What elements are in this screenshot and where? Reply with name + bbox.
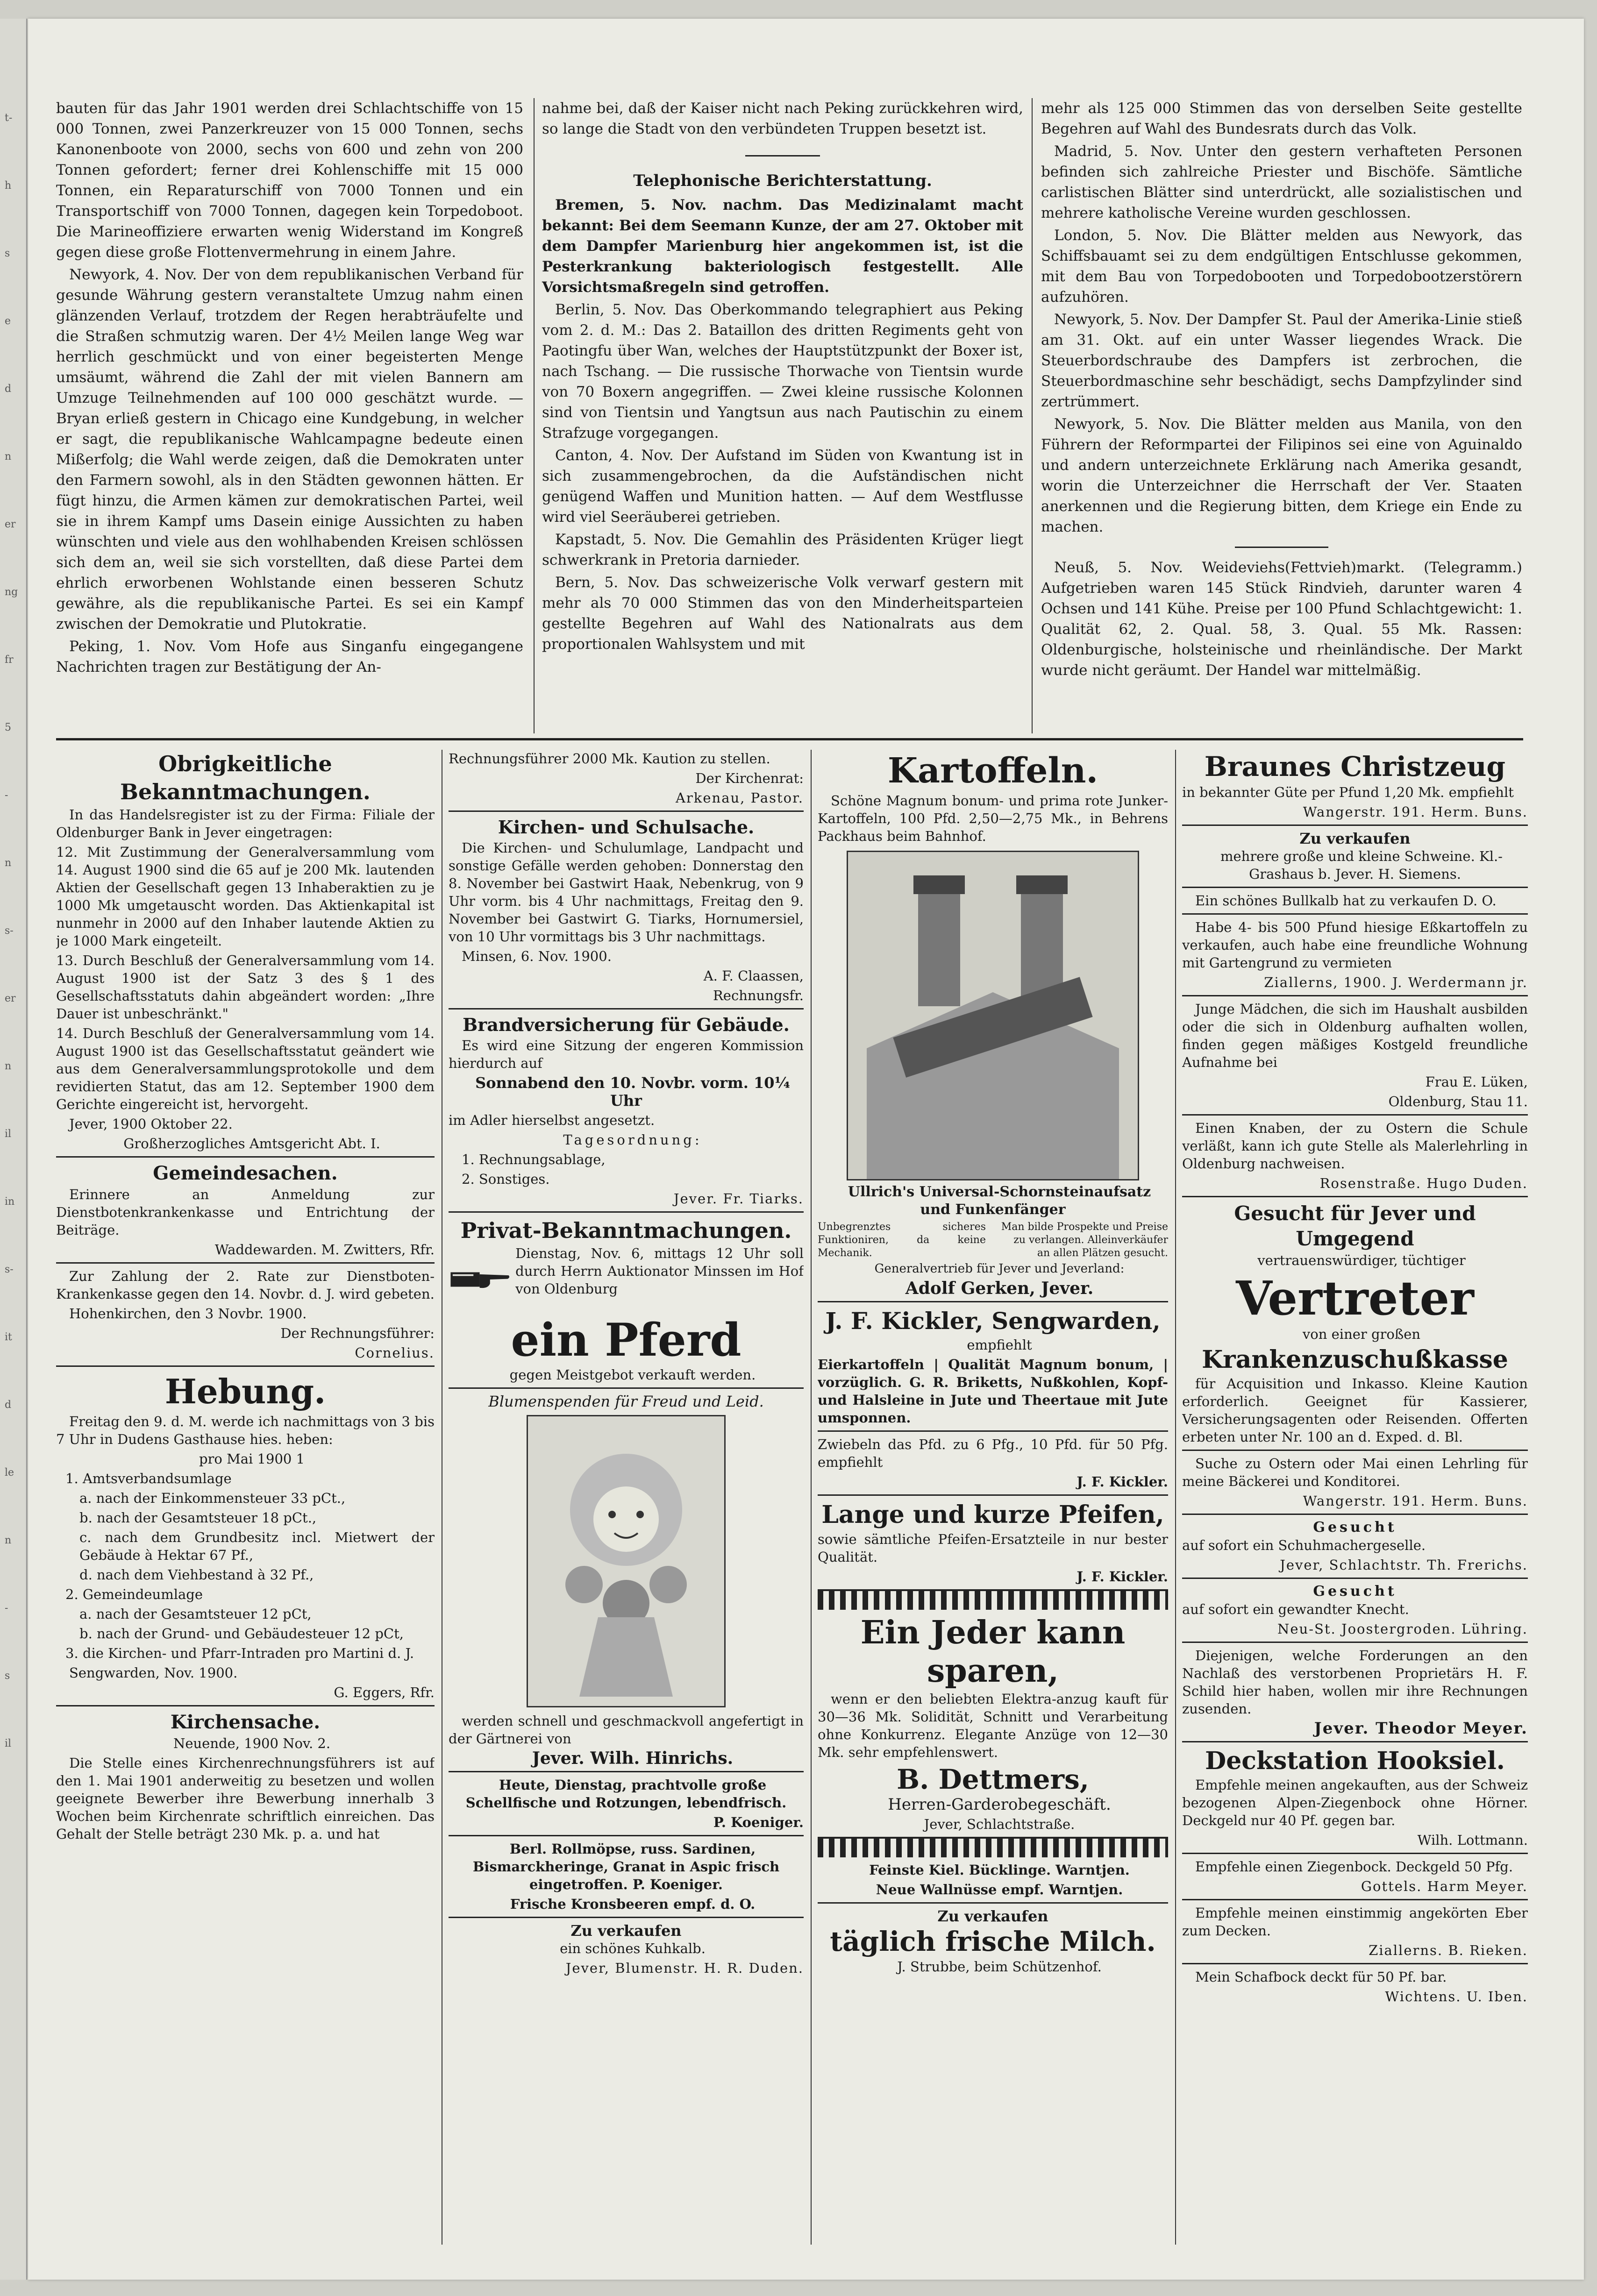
section-rule xyxy=(56,738,1523,740)
ornamental-border xyxy=(818,1837,1168,1857)
separator xyxy=(818,1301,1168,1302)
ad-signature: Wangerstr. 191. Herm. Buns. xyxy=(1303,1493,1528,1509)
separator xyxy=(1182,1578,1528,1579)
ad-list-item: 2. Gemeindeumlage xyxy=(65,1586,203,1602)
news-paragraph: Canton, 4. Nov. Der Aufstand im Süden von Kwantung ist in sich zusammengebrochen, da die Aufständischen nicht genügend Waffen und Munition hatten. — Auf dem Westflusse wird viel Seeräuberei getrieben. xyxy=(542,447,1023,526)
gutter-fragment: d xyxy=(5,1399,12,1411)
ad-text: 13. Durch Beschluß der Generalversammlung vom 14. August 1900 ist der Satz 3 des § 1 des Gesellschaftsstatuts dahin abgeändert worden: „Ihre Dauer ist unbeschränkt." xyxy=(56,953,435,1022)
ad-text: Suche zu Ostern oder Mai einen Lehrling für meine Bäckerei und Konditorei. xyxy=(1182,1456,1528,1489)
ad-signature: Oldenburg, Stau 11. xyxy=(1388,1094,1528,1109)
separator xyxy=(818,1430,1168,1432)
gutter-fragment: s- xyxy=(5,1264,14,1275)
ad-text: pro Mai 1900 1 xyxy=(199,1451,305,1467)
ad-heading: B. Dettmers, xyxy=(897,1763,1089,1795)
column-divider xyxy=(811,750,812,2245)
ad-signature: Jever. Theodor Meyer. xyxy=(1314,1719,1528,1738)
separator xyxy=(1182,1963,1528,1964)
news-paragraph: Bremen, 5. Nov. nachm. Das Medizinalamt macht bekannt: Bei dem Seemann Kunze, der am 27. Oktober mit dem Dampfer Marienburg hier angekommen ist, ist die Pesterkrankung bakteriologisch festgestellt. Alle Vorsichtsmaßregeln sind getroffen. xyxy=(542,197,1023,296)
ad-heading: Deckstation Hooksiel. xyxy=(1205,1747,1505,1775)
separator xyxy=(1182,1196,1528,1197)
ad-text: Minsen, 6. Nov. 1900. xyxy=(462,948,612,964)
ad-list-item: 2. Sonstiges. xyxy=(462,1171,550,1187)
gutter-fragment: n xyxy=(5,1060,12,1072)
separator xyxy=(1182,1853,1528,1854)
ad-text: Freitag den 9. d. M. werde ich nachmittags von 3 bis 7 Uhr in Dudens Gasthause hies. heben: xyxy=(56,1414,435,1447)
ad-signature: Der Kirchenrat: xyxy=(695,770,804,786)
ad-text: Eierkartoffeln | Qualität Magnum bonum, | vorzüglich. G. R. Briketts, Nußkohlen, Kopf- und Halsleine in Jute und Theertaue mit Jute umsponnen. xyxy=(818,1357,1168,1426)
news-paragraph: Kapstadt, 5. Nov. Die Gemahlin des Präsidenten Krüger liegt schwerkrank in Pretoria darnieder. xyxy=(542,531,1023,569)
ad-text: Empfehle einen Ziegenbock. Deckgeld 50 Pfg. xyxy=(1195,1859,1513,1875)
ad-heading: Krankenzuschußkasse xyxy=(1202,1345,1508,1374)
separator xyxy=(56,1156,435,1158)
flower-girl-illustration xyxy=(527,1415,726,1707)
section-heading: Telephonische Berichterstattung. xyxy=(633,171,932,190)
pferd-ad xyxy=(449,1244,804,1315)
ad-signature: J. F. Kickler. xyxy=(1077,1474,1168,1490)
ad-heading: Hebung. xyxy=(164,1372,326,1411)
news-paragraph: Newyork, 5. Nov. Der Dampfer St. Paul der Amerika-Linie stieß am 31. Okt. auf ein unter Wasser liegendes Wrack. Die Steuerbordschraube des Dampfers ist zerbrochen, die Steuerbordmaschine sehr beschädigt, sechs Dampfzylinder sind zertrümmert. xyxy=(1041,311,1522,410)
gutter-fragment: s xyxy=(5,1670,10,1682)
separator xyxy=(818,1494,1168,1496)
ad-signature: Jever. Fr. Tiarks. xyxy=(673,1191,804,1207)
separator xyxy=(449,1008,804,1009)
news-paragraph: London, 5. Nov. Die Blätter melden aus Newyork, das Schiffsbauamt sei zu dem endgültigen Entschlusse gekommen, mit dem Bau von Torpedobooten und Torpedobootzerstörern aufzuhören. xyxy=(1041,227,1522,306)
column-divider xyxy=(1032,98,1033,733)
column-divider xyxy=(534,98,535,733)
ad-text: 12. Mit Zustimmung der Generalversammlung vom 14. August 1900 sind die 65 auf je 200 Mk. lautenden Aktien der Gesellschaft gegen 13 Inhaberaktien zu je 1000 Mk umgetauscht worden. Das Aktienkapital ist nunmehr in 2000 auf den Inhaber lautende Aktien zu je 1000 Mark eingeteilt. xyxy=(56,844,435,949)
ad-text: vertrauenswürdiger, tüchtiger xyxy=(1257,1252,1466,1268)
gutter-fragment: e xyxy=(5,315,11,327)
ad-text: Rechnungsführer 2000 Mk. Kaution zu stellen. xyxy=(449,751,770,767)
news-paragraph: mehr als 125 000 Stimmen das von derselben Seite gestellte Begehren auf Wahl des Bundesrats durch das Volk. xyxy=(1041,100,1522,137)
ad-signature: Wilh. Lottmann. xyxy=(1417,1832,1528,1848)
ad-text: Junge Mädchen, die sich im Haushalt ausbilden oder die sich in Oldenburg aufhalten wollen, finden gegen mäßiges Kostgeld freundliche Aufnahme bei xyxy=(1182,1001,1528,1070)
ad-text: Sengwarden, Nov. 1900. xyxy=(69,1665,238,1681)
ad-heading: Gesucht für Jever und Umgegend xyxy=(1234,1202,1476,1250)
separator xyxy=(818,1902,1168,1904)
ad-heading: Kartoffeln. xyxy=(887,751,1098,791)
news-paragraph: Newyork, 5. Nov. Die Blätter melden aus Manila, von den Führern der Reformpartei der Filipinos sei eine von Aguinaldo und andern unterzeichnete Erklärung nach Amerika gesandt, worin die Unterzeichner die Herrschaft der Ver. Staaten anerkennen und die Regierung bitten, dem Kriege ein Ende zu machen. xyxy=(1041,416,1522,535)
news-paragraph: Madrid, 5. Nov. Unter den gestern verhafteten Personen befinden sich zahlreiche Priester und Bischöfe. Sämtliche carlistischen Blätter sind unterdrückt, alle sozialistischen und mehrere katholische Vereine wurden geschlossen. xyxy=(1041,143,1522,221)
ad-text: Erinnere an Anmeldung zur Dienstbotenkrankenkasse und Entrichtung der Beiträge. xyxy=(56,1187,435,1238)
short-rule xyxy=(745,155,820,156)
gutter-fragment: in xyxy=(5,1196,15,1208)
separator xyxy=(1182,1450,1528,1451)
chimney-cap-illustration xyxy=(847,851,1139,1180)
ad-list-item: 1. Rechnungsablage, xyxy=(462,1152,606,1167)
ad-text: Diejenigen, welche Forderungen an den Nachlaß des verstorbenen Proprietärs H. F. Schild hier haben, wollen mir ihre Rechnungen zusenden. xyxy=(1182,1648,1528,1717)
news-paragraph: Neuß, 5. Nov. Weideviehs(Fettvieh)markt. (Telegramm.) Aufgetrieben waren 145 Stück Rindvieh, darunter waren 4 Ochsen und 141 Kühe. Preise per 100 Pfund Schlachtgewicht: 1. Qualität 62, 2. Qual. 58, 3. Qual. 55 Mk. Rassen: Oldenburgische, holsteinische und rheinländische. Der Markt wurde nicht geräumt. Der Handel war mittelmäßig. xyxy=(1041,559,1522,679)
ad-signature: A. F. Claassen, xyxy=(703,968,804,984)
ad-list-item: 1. Amtsverbandsumlage xyxy=(65,1471,232,1486)
ad-signature: Waddewarden. M. Zwitters, Rfr. xyxy=(214,1242,435,1258)
ad-text: von einer großen xyxy=(1302,1326,1421,1342)
separator xyxy=(1182,1514,1528,1515)
ad-text: Jever, 1900 Oktober 22. xyxy=(69,1116,233,1132)
ad-caption: Unbegrenztes sicheres Funktioniren, da keine Mechanik. xyxy=(818,1221,986,1259)
ad-text: Frische Kronsbeeren empf. d. O. xyxy=(510,1896,756,1912)
ad-text: Feinste Kiel. Bücklinge. Warntjen. xyxy=(869,1862,1130,1878)
ad-list-item: b. nach der Grund- und Gebäudesteuer 12 pCt, xyxy=(79,1626,404,1642)
ad-heading: Privat-Bekanntmachungen. xyxy=(460,1218,792,1243)
ad-signature: Gottels. Harm Meyer. xyxy=(1361,1878,1528,1894)
ad-text: Berl. Rollmöpse, russ. Sardinen, Bismarckheringe, Granat in Aspic frisch eingetroffen. P. Koeniger. xyxy=(472,1841,780,1892)
ad-text: wenn er den beliebten Elektra-anzug kauft für 30—36 Mk. Solidität, Schnitt und Verarbeitung ohne Konkurrenz. Elegante Anzüge von 12—30 Mk. sehr empfehlenswert. xyxy=(818,1691,1168,1760)
ad-heading: Kirchen- und Schulsache. xyxy=(498,817,755,838)
ad-text: Die Kirchen- und Schulumlage, Landpacht und sonstige Gefälle werden gehoben: Donnerstag den 8. November bei Gastwirt Haak, Nebenkrug, von 9 Uhr vorm. bis 4 Uhr nachmittags, Freitag den 9. November bei Gastwirt G. Tiarks, Hornumersiel, von 10 Uhr vormittags bis 3 Uhr nachmittags. xyxy=(449,840,804,945)
news-column-2 xyxy=(542,98,1023,656)
gutter-fragment: - xyxy=(5,789,8,801)
news-paragraph: bauten für das Jahr 1901 werden drei Schlachtschiffe von 15 000 Tonnen, zwei Panzerkreuzer von 15 000 Tonnen, sechs Kanonenboote von 2000, sechs von 600 und zehn von 200 Tonnen gefordert; ferner drei Kohlenschiffe mit 15 000 Tonnen, ein Reparaturschiff von 7000 Tonnen und ein Transportschiff von 7000 Tonnen, dagegen kein Torpedoboot. Die Marineoffiziere erwarten wenig Widerstand im Kongreß gegen diese große Flottenvermehrung in einem Jahre. xyxy=(56,100,523,261)
ad-heading: Gemeindesachen. xyxy=(153,1162,338,1184)
ad-text: empfiehlt xyxy=(967,1337,1032,1353)
ad-text: Zwiebeln das Pfd. zu 6 Pfg., 10 Pfd. für 50 Pfg. empfiehlt xyxy=(818,1436,1168,1470)
ad-text: auf sofort ein Schuhmachergeselle. xyxy=(1182,1537,1426,1553)
separator xyxy=(449,1917,804,1918)
separator xyxy=(1182,825,1528,826)
ads-column-4 xyxy=(1182,750,1528,2273)
ad-signature: Der Rechnungsführer: xyxy=(280,1325,435,1341)
ad-heading: J. F. Kickler, Sengwarden, xyxy=(825,1307,1161,1335)
ad-list-item: a. nach der Einkommensteuer 33 pCt., xyxy=(79,1490,346,1506)
ad-signature: Wangerstr. 191. Herm. Buns. xyxy=(1303,804,1528,820)
pointing-hand-icon xyxy=(449,1244,511,1315)
gutter-fragment: s- xyxy=(5,925,14,937)
separator xyxy=(1182,1899,1528,1900)
news-paragraph: Berlin, 5. Nov. Das Oberkommando telegraphiert aus Peking vom 2. d. M.: Das 2. Bataillon des dritten Regiments geht von Paotingfu über Wan, welches der Hauptstützpunkt der Boxer ist, nach Tschang. — Die russische Thorwache von Tientsin wurde von 70 Boxern angegriffen. — Zwei kleine russische Kolonnen sind von Tientsin und Yangtsun aus nach Pautischin zu einem Strafzuge vorgegangen. xyxy=(542,301,1023,441)
ad-text: für Acquisition und Inkasso. Kleine Kaution erforderlich. Geeignet für Kassierer, Versicherungsagenten oder Reisenden. Offerten erbeten unter Nr. 100 an d. Exped. d. Bl. xyxy=(1182,1376,1528,1445)
ad-text: gegen Meistgebot verkauft werden. xyxy=(509,1367,756,1383)
separator xyxy=(1182,1642,1528,1643)
ads-column-1 xyxy=(56,750,435,2273)
ad-signature: Rosenstraße. Hugo Duden. xyxy=(1319,1175,1528,1191)
news-column-1 xyxy=(56,98,523,679)
ad-heading: Ein Jeder kann sparen, xyxy=(860,1614,1126,1690)
ornamental-border xyxy=(818,1589,1168,1610)
ad-text: Empfehle meinen einstimmig angekörten Eber zum Decken. xyxy=(1182,1905,1528,1939)
ad-signature: Rechnungsfr. xyxy=(713,988,804,1003)
chimney-image xyxy=(848,852,1138,1179)
ad-big-text: Vertreter xyxy=(1236,1271,1474,1326)
ad-heading: Gesucht xyxy=(1313,1583,1397,1599)
ad-signature: J. F. Kickler. xyxy=(1077,1569,1168,1585)
ad-text: Hohenkirchen, den 3 Novbr. 1900. xyxy=(69,1306,307,1322)
ad-text: mehrere große und kleine Schweine. Kl.-Grashaus b. Jever. H. Siemens. xyxy=(1220,848,1503,882)
separator xyxy=(56,1262,435,1264)
ad-list-item: c. nach dem Grundbesitz incl. Mietwert der Gebäude à Hektar 67 Pf., xyxy=(79,1529,435,1563)
ad-signature: P. Koeniger. xyxy=(713,1814,804,1830)
ad-text: Einen Knaben, der zu Ostern die Schule verläßt, kann ich gute Stelle als Malerlehrling in Oldenburg nachweisen. xyxy=(1182,1120,1528,1172)
gutter-fragment: s xyxy=(5,248,10,259)
separator xyxy=(56,1705,435,1706)
ad-text: im Adler hierselbst angesetzt. xyxy=(449,1112,655,1128)
ad-text: In das Handelsregister ist zu der Firma: Filiale der Oldenburger Bank in Jever eingetragen: xyxy=(56,807,435,840)
ad-text: werden schnell und geschmackvoll angefertigt in der Gärtnerei von xyxy=(449,1713,804,1747)
ad-text: Mein Schafbock deckt für 50 Pf. bar. xyxy=(1195,1969,1447,1985)
ad-signature: J. Strubbe, beim Schützenhof. xyxy=(897,1959,1102,1975)
gutter-fragment: le xyxy=(5,1467,14,1479)
ad-signature: G. Eggers, Rfr. xyxy=(334,1685,435,1700)
ad-text: Jever, Schlachtstraße. xyxy=(924,1816,1075,1832)
gutter-fragment: il xyxy=(5,1738,12,1749)
ad-text: ein schönes Kuhkalb. xyxy=(560,1941,706,1956)
ad-heading: Brandversicherung für Gebäude. xyxy=(463,1014,790,1035)
separator xyxy=(1182,913,1528,915)
gutter-fragment: er xyxy=(5,519,16,530)
ad-text: in bekannter Güte per Pfund 1,20 Mk. empfiehlt xyxy=(1182,784,1514,800)
ads-column-2 xyxy=(449,750,804,2273)
ad-signature: Adolf Gerken, Jever. xyxy=(905,1279,1094,1298)
separator xyxy=(1182,995,1528,996)
ad-signature: Jever, Schlachtstr. Th. Frerichs. xyxy=(1280,1557,1528,1573)
ad-big-text: täglich frische Milch. xyxy=(830,1926,1156,1957)
ad-text: Empfehle meinen angekauften, aus der Schweiz bezogenen Alpen-Ziegenbock ohne Hörner. Deckgeld nur 40 Pf. gegen bar. xyxy=(1182,1777,1528,1828)
ad-text: 14. Durch Beschluß der Generalversammlung vom 14. August 1900 ist das Gesellschaftsstatut geändert wie aus dem Generalversammlungsprotokolle und dem revidierten Statut, das am 12. September 1900 dem Gerichte eingereicht ist, hervorgeht. xyxy=(56,1025,435,1112)
ad-caption: Man bilde Prospekte und Preise zu verlangen. Alleinverkäufer an allen Plätzen gesucht. xyxy=(1001,1221,1168,1259)
gutter-fragment: it xyxy=(5,1331,12,1343)
separator xyxy=(449,1835,804,1836)
gutter-fragment: n xyxy=(5,451,12,462)
left-gutter xyxy=(0,19,27,2280)
ad-text: Schöne Magnum bonum- und prima rote Junker-Kartoffeln, 100 Pfd. 2,50—2,75 Mk., in Behrens Packhaus beim Bahnhof. xyxy=(818,793,1168,844)
short-rule xyxy=(1235,547,1328,548)
separator xyxy=(56,1365,435,1367)
ad-text: auf sofort ein gewandter Knecht. xyxy=(1182,1601,1409,1617)
gutter-fragment: il xyxy=(5,1128,12,1140)
ad-text: Heute, Dienstag, prachtvolle große Schellfische und Rotzungen, lebendfrisch. xyxy=(465,1777,787,1811)
separator xyxy=(449,1387,804,1389)
ad-heading: Lange und kurze Pfeifen, xyxy=(821,1500,1164,1529)
ad-text: Zur Zahlung der 2. Rate zur Dienstboten-Krankenkasse gegen den 14. Novbr. d. J. wird gebeten. xyxy=(56,1268,435,1302)
ad-signature: Frau E. Lüken, xyxy=(1425,1074,1528,1090)
gutter-fragment: n xyxy=(5,1535,12,1546)
gutter-fragment: n xyxy=(5,857,12,869)
ad-text: Tagesordnung: xyxy=(563,1132,702,1148)
gutter-fragment: er xyxy=(5,993,16,1004)
ad-text: Habe 4- bis 500 Pfund hiesige Eßkartoffeln zu verkaufen, auch habe eine freundliche Wohnung mit Gartengrund zu vermieten xyxy=(1182,919,1528,971)
gutter-fragment: fr xyxy=(5,654,14,666)
ad-heading: Obrigkeitliche Bekanntmachungen. xyxy=(120,751,371,804)
gutter-fragment: 5 xyxy=(5,722,11,733)
ad-heading: Gesucht xyxy=(1313,1519,1397,1535)
newspaper-page xyxy=(28,19,1584,2280)
ad-signature: Großherzogliches Amtsgericht Abt. I. xyxy=(123,1136,380,1152)
ad-list-item: a. nach der Gesamtsteuer 12 pCt, xyxy=(79,1606,312,1622)
separator xyxy=(1182,887,1528,888)
news-paragraph: Newyork, 4. Nov. Der von dem republikanischen Verband für gesunde Währung gestern veranstaltete Umzug nahm einen glänzenden Verlauf, trotzdem der Regen herabträufelte und die Straßen schmutzig waren. Der 4½ Meilen lange Weg war herrlich geschmückt und von einer begeisterten Menge umsäumt, während die Zahl der mit vielen Bannern am Umzuge Teilnehmenden auf 100 000 geschätzt wurde. — Bryan erließ gestern in Chicago eine Kundgebung, in welcher er sagt, die republikanische Wahlcampagne bedeute einen Mißerfolg; die Wahl werde zeigen, daß die Demokraten unter den Farmern sowohl, als in den Städten gewonnen hätten. Er fügt hinzu, die Armen kämen zur demokratischen Partei, weil sie in ihrem Kampf ums Dasein einige Aussichten zu haben wünschten und viele aus den wohlhabenden Kreisen schlössen sich dem an, weil sie sich vorstellten, daß diese Partei dem ehrlich erworbenen Wohlstande einen besseren Schutz gewähre, als die republikanische Partei. Es sei ein Kampf zwischen der Demokratie und Plutokratie. xyxy=(56,266,523,633)
ad-text: Die Stelle eines Kirchenrechnungsführers ist auf den 1. Mai 1901 anderweitig zu besetzen und wollen geeignete Bewerber ihre Bewerbung innerhalb 3 Wochen beim Kirchenrate schriftlich einreichen. Das Gehalt der Stelle beträgt 230 Mk. p. a. und hat xyxy=(56,1755,435,1842)
gutter-fragment: t- xyxy=(5,112,13,124)
ad-heading: Braunes Christzeug xyxy=(1204,751,1506,782)
ad-signature: Jever. Wilh. Hinrichs. xyxy=(532,1749,734,1768)
ad-text: Es wird eine Sitzung der engeren Kommission hierdurch auf xyxy=(449,1038,804,1071)
ad-text: Ein schönes Bullkalb hat zu verkaufen D. O. xyxy=(1195,893,1497,909)
separator xyxy=(449,810,804,812)
ad-text: Dienstag, Nov. 6, mittags 12 Uhr soll durch Herrn Auktionator Minssen im Hof von Oldenburg xyxy=(515,1245,804,1297)
ad-signature: Wichtens. U. Iben. xyxy=(1385,1989,1528,2005)
separator xyxy=(1182,1114,1528,1116)
ad-signature: Arkenau, Pastor. xyxy=(675,790,804,806)
news-paragraph: Peking, 1. Nov. Vom Hofe aus Singanfu eingegangene Nachrichten tragen zur Bestätigung der An- xyxy=(56,638,523,675)
separator xyxy=(1182,1741,1528,1742)
ads-column-3 xyxy=(818,750,1168,2273)
gutter-fragment: h xyxy=(5,180,12,192)
ad-text: sowie sämtliche Pfeifen-Ersatzteile in nur bester Qualität. xyxy=(818,1531,1168,1565)
ad-text: Sonnabend den 10. Novbr. vorm. 10¼ Uhr xyxy=(475,1074,790,1109)
ad-list-item: d. nach dem Viehbestand à 32 Pf., xyxy=(79,1567,314,1583)
ad-text: Neue Wallnüsse empf. Warntjen. xyxy=(876,1882,1123,1898)
ad-signature: Neu-St. Joostergroden. Lühring. xyxy=(1277,1621,1528,1637)
ad-text: Herren-Garderobegeschäft. xyxy=(888,1795,1111,1814)
ad-signature: Cornelius. xyxy=(355,1345,435,1361)
ad-text: Neuende, 1900 Nov. 2. xyxy=(173,1735,331,1751)
ad-heading: Zu verkaufen xyxy=(937,1907,1048,1925)
ad-big-text: ein Pferd xyxy=(511,1314,741,1366)
separator xyxy=(449,1771,804,1772)
ad-list-item: 3. die Kirchen- und Pfarr-Intraden pro Martini d. J. xyxy=(65,1645,414,1661)
ad-heading: Zu verkaufen xyxy=(570,1922,682,1940)
column-divider xyxy=(1175,750,1176,2245)
gutter-fragment: - xyxy=(5,1602,8,1614)
ad-caption: Blumenspenden für Freud und Leid. xyxy=(488,1393,764,1410)
ad-heading: Zu verkaufen xyxy=(1299,830,1411,847)
ad-list-item: b. nach der Gesamtsteuer 18 pCt., xyxy=(79,1510,317,1526)
news-paragraph: Bern, 5. Nov. Das schweizerische Volk verwarf gestern mit mehr als 70 000 Stimmen das von den Minderheitsparteien gestellte Begehren auf Wahl des Nationalrats aus dem proportionalen Wahlsystem und mit xyxy=(542,574,1023,653)
ad-heading: Kirchensache. xyxy=(170,1711,321,1733)
ad-signature: Jever, Blumenstr. H. R. Duden. xyxy=(565,1960,804,1976)
news-column-3 xyxy=(1041,98,1522,682)
ad-text: Generalvertrieb für Jever und Jeverland: xyxy=(874,1262,1125,1276)
ad-signature: Ziallerns. B. Rieken. xyxy=(1369,1942,1528,1958)
ullrich-captions xyxy=(818,1221,1168,1260)
news-paragraph: nahme bei, daß der Kaiser nicht nach Peking zurückkehren wird, so lange die Stadt von den verbündeten Truppen besetzt ist. xyxy=(542,100,1023,137)
ad-signature: Ziallerns, 1900. J. Werdermann jr. xyxy=(1264,974,1528,990)
flower-girl-image xyxy=(528,1416,724,1706)
gutter-fragment: ng xyxy=(5,586,18,598)
gutter-fragment: d xyxy=(5,383,12,395)
separator xyxy=(449,1211,804,1213)
ad-text: Ullrich's Universal-Schornsteinaufsatz und Funkenfänger xyxy=(848,1184,1151,1218)
